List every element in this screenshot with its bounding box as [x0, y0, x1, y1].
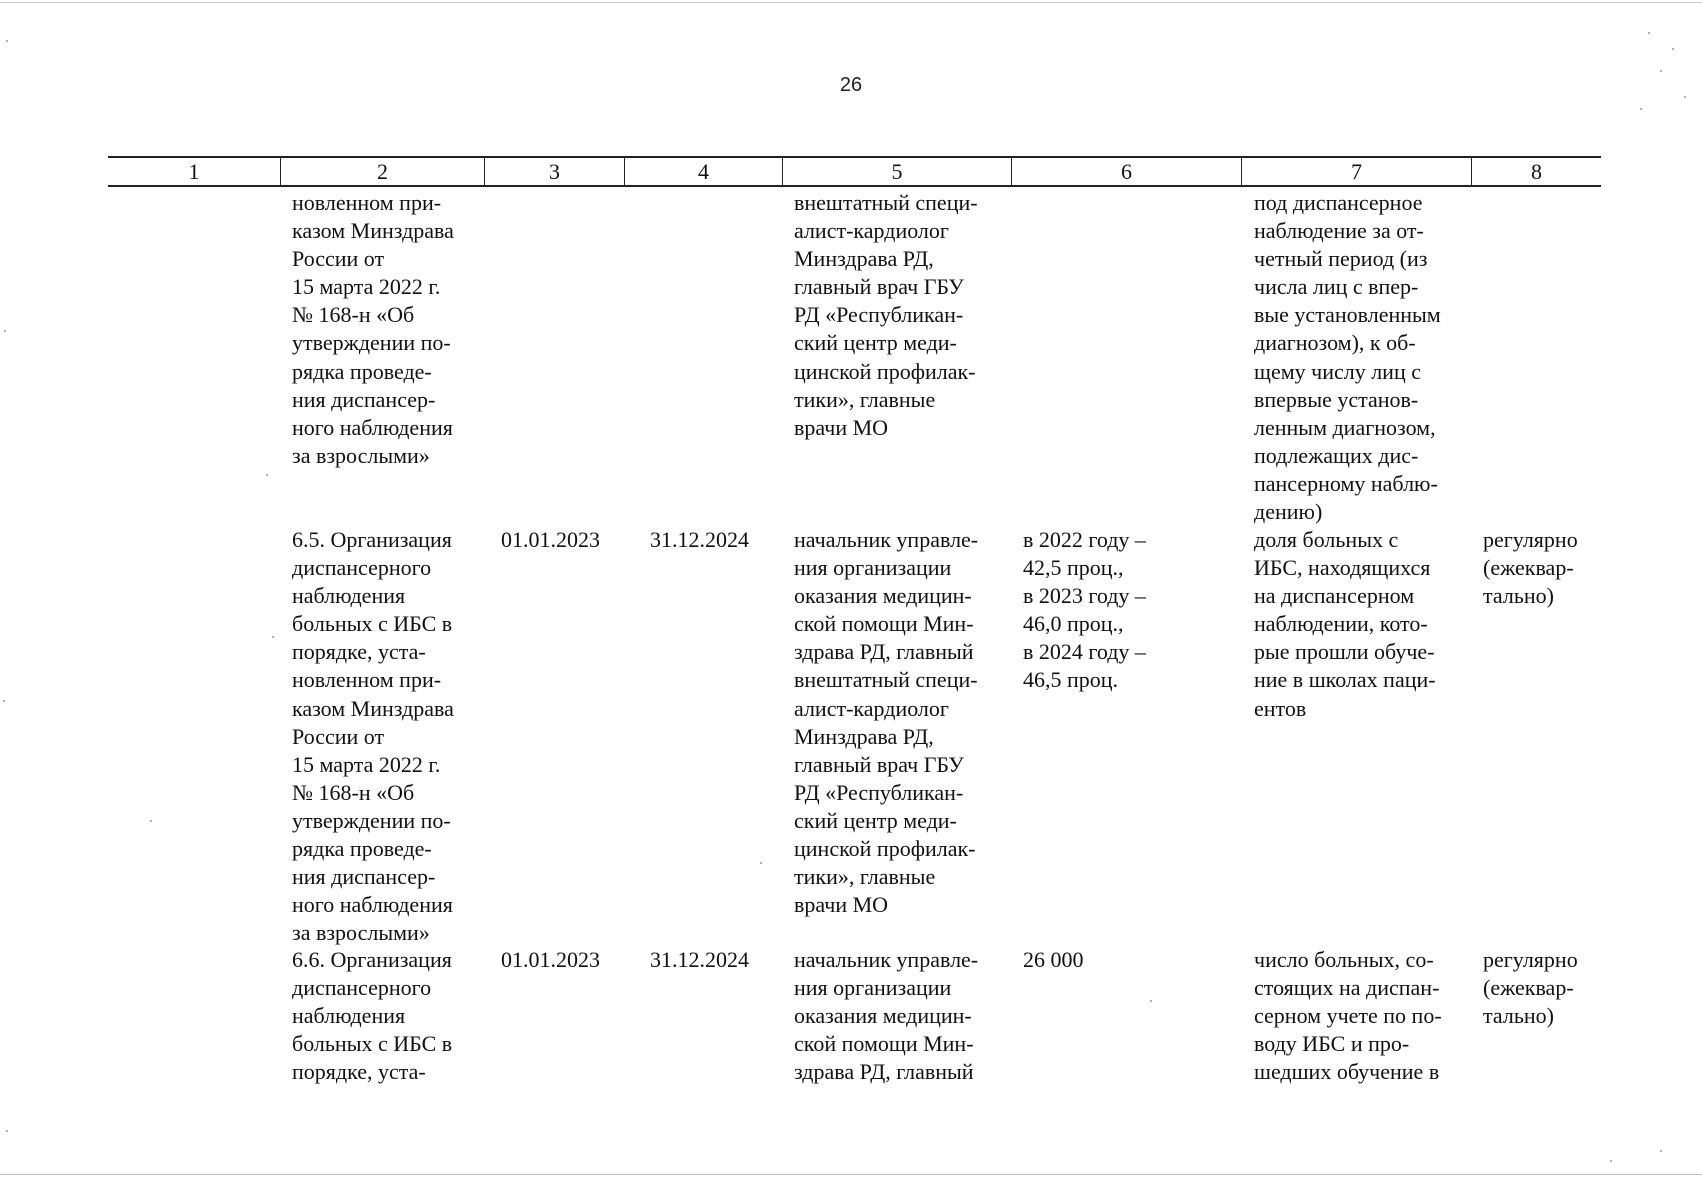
cell-indicator: доля больных с ИБС, находящихся на диспансерном наблюдении, кото- рые прошли обуче- ние в школах паци- ентов	[1254, 527, 1436, 721]
scan-speck	[3, 700, 5, 702]
cell-frequency: регулярно (ежеквар- тально)	[1483, 527, 1578, 609]
cell-measure: 6.6. Организация диспансерного наблюдения больных с ИБС в порядке, уста-	[292, 947, 453, 1085]
scan-speck	[1660, 1150, 1662, 1152]
header-cell-8: 8	[1531, 159, 1542, 184]
scan-speck	[6, 40, 8, 42]
scan-speck	[272, 636, 274, 638]
header-cell-7: 7	[1351, 159, 1362, 184]
header-cell-3: 3	[549, 159, 560, 184]
scan-speck	[1648, 32, 1650, 34]
cell-target-value: 26 000	[1023, 947, 1084, 972]
header-cell-6: 6	[1121, 159, 1132, 184]
cell-end-date: 31.12.2024	[650, 527, 749, 552]
scan-speck	[1150, 1000, 1152, 1002]
scan-speck	[1640, 108, 1642, 110]
cell-responsible: начальник управле- ния организации оказания медицин- ской помощи Мин- здрава РД, главный внештатный специ- алист-кардиолог Минздрава РД, главный врач ГБУ РД «Республикан- ский центр меди- цинской профилак- тики», главные врачи МО	[794, 527, 979, 918]
header-cell-5: 5	[891, 159, 903, 184]
header-bottom-rule	[108, 185, 1601, 187]
cell-target-value: в 2022 году – 42,5 проц., в 2023 году – 46,0 проц., в 2024 году – 46,5 проц.	[1023, 527, 1146, 693]
scan-speck	[1672, 48, 1674, 50]
page-number: 26	[839, 74, 863, 96]
scan-speck	[4, 330, 6, 332]
header-cell-4: 4	[698, 159, 709, 184]
cell-indicator: число больных, со- стоящих на диспан- серном учете по по- воду ИБС и про- шедших обучение в	[1254, 947, 1442, 1085]
cell-frequency: регулярно (ежеквар- тально)	[1483, 947, 1578, 1029]
cell-indicator: под диспансерное наблюдение за от- четный период (из числа лиц с впер- вые установленным диагнозом), к об- щему числу лиц с впервые установ- ленным диагнозом, подлежащих дис- пансерному наблю- дению)	[1254, 190, 1441, 525]
scan-speck	[1610, 1160, 1612, 1162]
cell-responsible: внештатный специ- алист-кардиолог Минздрава РД, главный врач ГБУ РД «Республикан- ский центр меди- цинской профилак- тики», главные врачи МО	[794, 190, 978, 440]
scan-top-edge	[0, 2, 1702, 3]
scan-speck	[760, 862, 762, 864]
scan-speck	[1684, 96, 1686, 98]
header-cell-2: 2	[377, 159, 388, 184]
cell-measure: новленном при- казом Минздрава России от 15 марта 2022 г. № 168-н «Об утверждении по- рядка проведе- ния диспансер- ного наблюдения за взрослыми»	[292, 190, 454, 468]
scan-speck	[266, 474, 268, 476]
scan-speck	[1660, 70, 1662, 72]
cell-responsible: начальник управле- ния организации оказания медицин- ской помощи Мин- здрава РД, главный	[794, 947, 979, 1085]
cell-measure: 6.5. Организация диспансерного наблюдения больных с ИБС в порядке, уста- новленном при- казом Минздрава России от 15 марта 2022 г. № 168-н «Об утверждении по- рядка проведе- ния диспансер- ного наблюдения за взрослыми»	[292, 527, 454, 946]
scan-speck	[150, 820, 152, 822]
cell-start-date: 01.01.2023	[501, 527, 600, 552]
cell-start-date: 01.01.2023	[501, 947, 600, 972]
cell-end-date: 31.12.2024	[650, 947, 749, 972]
scan-speck	[6, 1130, 8, 1132]
scan-bottom-edge	[0, 1174, 1702, 1175]
header-cell-1: 1	[188, 159, 200, 184]
